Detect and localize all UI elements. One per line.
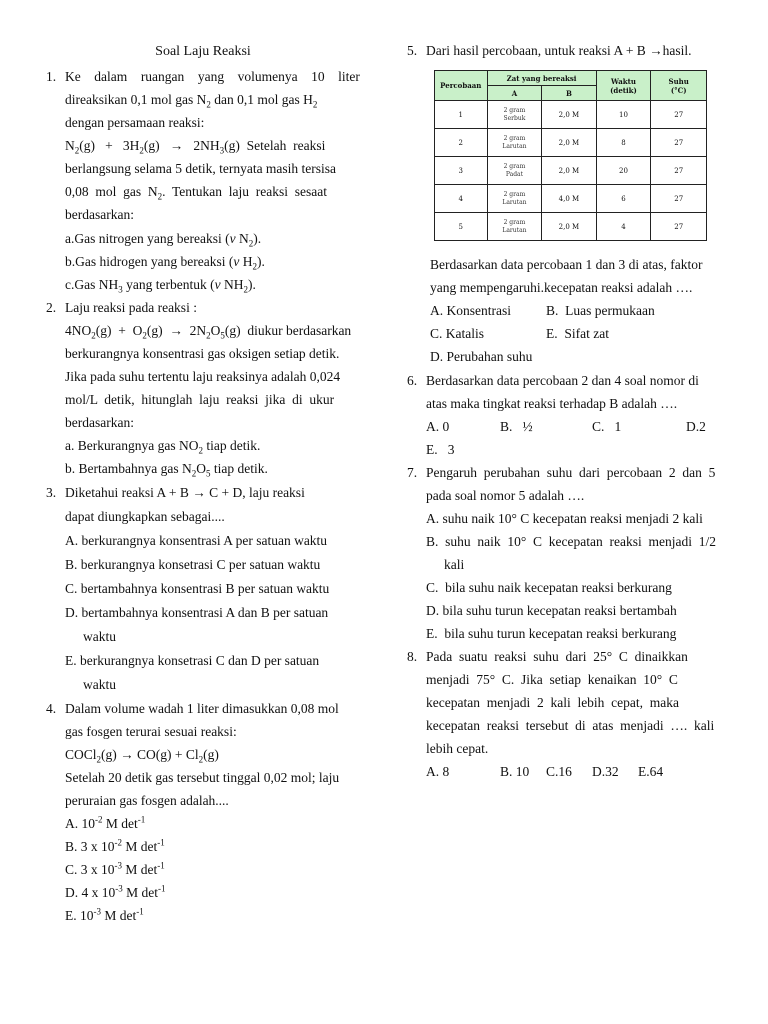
- q2-number: 2.: [46, 300, 57, 315]
- q1-line-2: direaksikan 0,1 mol gas $N_2$ dan 0,1 mol gas $H_2$: [65, 92, 318, 110]
- q1-number: 1.: [46, 69, 57, 84]
- q3-option-b: B. berkurangnya konsetrasi C per satuan waktu: [65, 557, 321, 572]
- q2-option-b: b. Bertambahnya gas $N_2O_5$ tiap detik.: [65, 461, 268, 479]
- q4-line-4: Setelah 20 detik gas tersebut tinggal 0,02 mol; laju: [65, 770, 340, 785]
- q4-option-a: A. $10^{-2}$ M $\det^{-1}$: [65, 814, 146, 831]
- q3-line-2: dapat diungkapkan sebagai....: [65, 509, 225, 524]
- q4-option-e: E. $10^{-3}$ M $\det^{-1}$: [65, 906, 144, 923]
- table-cell: 3: [435, 157, 488, 185]
- table-row: [435, 129, 707, 157]
- table-header-waktu: Waktu (detik): [596, 71, 651, 101]
- q5-number: 5.: [407, 43, 418, 58]
- table-cell: 27: [651, 213, 707, 241]
- table-cell: 2,0 M: [542, 129, 596, 157]
- q7-option-d: D. bila suhu turun kecepatan reaksi bertambah: [426, 603, 677, 618]
- table-cell: 27: [651, 157, 707, 185]
- table-cell: 2 gram Larutan: [487, 129, 542, 157]
- q8-option-a: A. 8: [426, 764, 450, 779]
- table-cell: 1: [435, 101, 488, 129]
- q2-line-4: Jika pada suhu tertentu laju reaksinya adalah 0,024: [65, 369, 341, 384]
- table-cell: 27: [651, 101, 707, 129]
- q2-line-1: Laju reaksi pada reaksi :: [65, 300, 197, 315]
- experiment-table: [434, 70, 707, 241]
- q8-line-3: kecepatan menjadi 2 kali lebih cepat, maka: [426, 695, 680, 710]
- q7-option-a: A. suhu naik 10° C kecepatan reaksi menjadi 2 kali: [426, 511, 703, 526]
- q1-line-1: Ke dalam ruangan yang volumenya 10 liter: [65, 69, 360, 84]
- q7-option-b: B. suhu naik 10° C kecepatan reaksi menjadi 1/2: [426, 534, 716, 549]
- q5-line-1: Dari hasil percobaan, untuk reaksi A + B →hasil.: [426, 43, 692, 58]
- q2-line-3: berkurangnya konsentrasi gas oksigen setiap detik.: [65, 346, 340, 361]
- q2-equation: $4NO_2(g) + O_2(g) \to 2N_2O_5(g)$ diukur berdasarkan: [65, 323, 352, 341]
- q7-option-b-cont: kali: [444, 557, 465, 572]
- q8-line-1: Pada suatu reaksi suhu dari 25° C dinaikkan: [426, 649, 688, 664]
- q6-option-e: E. 3: [426, 442, 455, 457]
- q4-option-b: B. 3 x $10^{-2}$ M $\det^{-1}$: [65, 837, 165, 854]
- table-row: [435, 101, 707, 129]
- q5-option-b: B. Luas permukaan: [546, 303, 655, 318]
- table-header-percobaan: Percobaan: [435, 71, 488, 101]
- q5-line-2: Berdasarkan data percobaan 1 dan 3 di atas, faktor: [430, 257, 703, 272]
- table-cell: 2,0 M: [542, 213, 596, 241]
- q5-option-a: A. Konsentrasi: [430, 303, 511, 318]
- table-cell: 8: [596, 129, 651, 157]
- q3-option-d-cont: waktu: [83, 629, 116, 644]
- q6-option-a: A. 0: [426, 419, 450, 434]
- q4-line-5: peruraian gas fosgen adalah....: [65, 793, 229, 808]
- table-header-a: A: [487, 86, 542, 101]
- table-cell: 20: [596, 157, 651, 185]
- q2-line-5: mol/L detik, hitunglah laju reaksi jika di ukur: [65, 392, 335, 407]
- table-row: [435, 185, 707, 213]
- q3-line-1: Diketahui reaksi A + B → C + D, laju reaksi: [65, 485, 305, 500]
- q7-line-2: pada soal nomor 5 adalah ….: [426, 488, 585, 503]
- table-cell: 4,0 M: [542, 185, 596, 213]
- q8-option-c: C.16: [546, 764, 572, 779]
- q8-number: 8.: [407, 649, 418, 664]
- q1-line-6: 0,08 mol gas $N_2$. Tentukan laju reaksi sesaat: [65, 184, 328, 202]
- q5-option-c: C. Katalis: [430, 326, 484, 341]
- q1-option-c: c.Gas $NH_3$ yang terbentuk (v $NH_2$).: [65, 277, 256, 295]
- table-cell: 4: [596, 213, 651, 241]
- q2-option-a: a. Berkurangnya gas $NO_2$ tiap detik.: [65, 438, 261, 456]
- table-cell: 5: [435, 213, 488, 241]
- q6-number: 6.: [407, 373, 418, 388]
- q8-line-5: lebih cepat.: [426, 741, 489, 756]
- q6-option-b: B. ½: [500, 419, 533, 434]
- q8-option-b: B. 10: [500, 764, 530, 779]
- q5-option-e: E. Sifat zat: [546, 326, 609, 341]
- q4-number: 4.: [46, 701, 57, 716]
- table-row: [435, 213, 707, 241]
- q2-line-6: berdasarkan:: [65, 415, 134, 430]
- table-cell: 2 gram Serbuk: [487, 101, 542, 129]
- q5-line-3: yang mempengaruhi.kecepatan reaksi adalah ….: [430, 280, 693, 295]
- q3-option-e-cont: waktu: [83, 677, 116, 692]
- q4-option-d: D. 4 x $10^{-3}$ M $\det^{-1}$: [65, 883, 166, 900]
- table-cell: 2 gram Larutan: [487, 213, 542, 241]
- page-title: Soal Laju Reaksi: [155, 44, 251, 59]
- q1-equation: $N_2(g) + 3H_2(g) \to 2NH_3(g)$ Setelah reaksi: [65, 138, 326, 156]
- q4-equation: COCl$_2$(g) → $CO(g) + Cl_2(g)$: [65, 747, 219, 765]
- q8-line-4: kecepatan reaksi tersebut di atas menjadi …. kali: [426, 718, 715, 733]
- table-header-zat: Zat yang bereaksi: [487, 71, 596, 86]
- table-cell: 6: [596, 185, 651, 213]
- q3-number: 3.: [46, 485, 57, 500]
- q1-line-5: berlangsung selama 5 detik, ternyata masih tersisa: [65, 161, 337, 176]
- table-cell: 2 gram Larutan: [487, 185, 542, 213]
- q8-line-2: menjadi 75° C. Jika setiap kenaikan 10° C: [426, 672, 678, 687]
- q1-option-a: a.Gas nitrogen yang bereaksi (v $N_2$).: [65, 231, 262, 249]
- table-cell: 4: [435, 185, 488, 213]
- table-cell: 2: [435, 129, 488, 157]
- q6-line-2: atas maka tingkat reaksi terhadap B adalah ….: [426, 396, 678, 411]
- table-row: [435, 157, 707, 185]
- q6-option-d: D.2: [686, 419, 706, 434]
- q1-option-b: b.Gas hidrogen yang bereaksi (v $H_2$).: [65, 254, 265, 272]
- q7-line-1: Pengaruh perubahan suhu dari percobaan 2 dan 5: [426, 465, 716, 480]
- q4-line-1: Dalam volume wadah 1 liter dimasukkan 0,08 mol: [65, 701, 339, 716]
- q3-option-a: A. berkurangnya konsentrasi A per satuan waktu: [65, 533, 328, 548]
- q4-option-c: C. 3 x $10^{-3}$ M $\det^{-1}$: [65, 860, 165, 877]
- q1-line-7: berdasarkan:: [65, 207, 134, 222]
- table-header-suhu: Suhu (°C): [651, 71, 707, 101]
- q7-option-c: C. bila suhu naik kecepatan reaksi berkurang: [426, 580, 672, 595]
- q1-line-3: dengan persamaan reaksi:: [65, 115, 205, 130]
- q3-option-c: C. bertambahnya konsentrasi B per satuan waktu: [65, 581, 330, 596]
- q3-option-e: E. berkurangnya konsetrasi C dan D per satuan: [65, 653, 320, 668]
- table-cell: 2 gram Padat: [487, 157, 542, 185]
- q5-option-d: D. Perubahan suhu: [430, 349, 533, 364]
- q6-option-c: C. 1: [592, 419, 622, 434]
- q6-line-1: Berdasarkan data percobaan 2 dan 4 soal nomor di: [426, 373, 699, 388]
- q3-option-d: D. bertambahnya konsentrasi A dan B per satuan: [65, 605, 329, 620]
- q4-line-2: gas fosgen terurai sesuai reaksi:: [65, 724, 237, 739]
- table-cell: 27: [651, 185, 707, 213]
- q7-number: 7.: [407, 465, 418, 480]
- table-cell: 2,0 M: [542, 157, 596, 185]
- table-cell: 2,0 M: [542, 101, 596, 129]
- q7-option-e: E. bila suhu turun kecepatan reaksi berkurang: [426, 626, 677, 641]
- q8-option-d: D.32: [592, 764, 619, 779]
- table-cell: 27: [651, 129, 707, 157]
- table-header-b: B: [542, 86, 596, 101]
- table-cell: 10: [596, 101, 651, 129]
- q8-option-e: E.64: [638, 764, 664, 779]
